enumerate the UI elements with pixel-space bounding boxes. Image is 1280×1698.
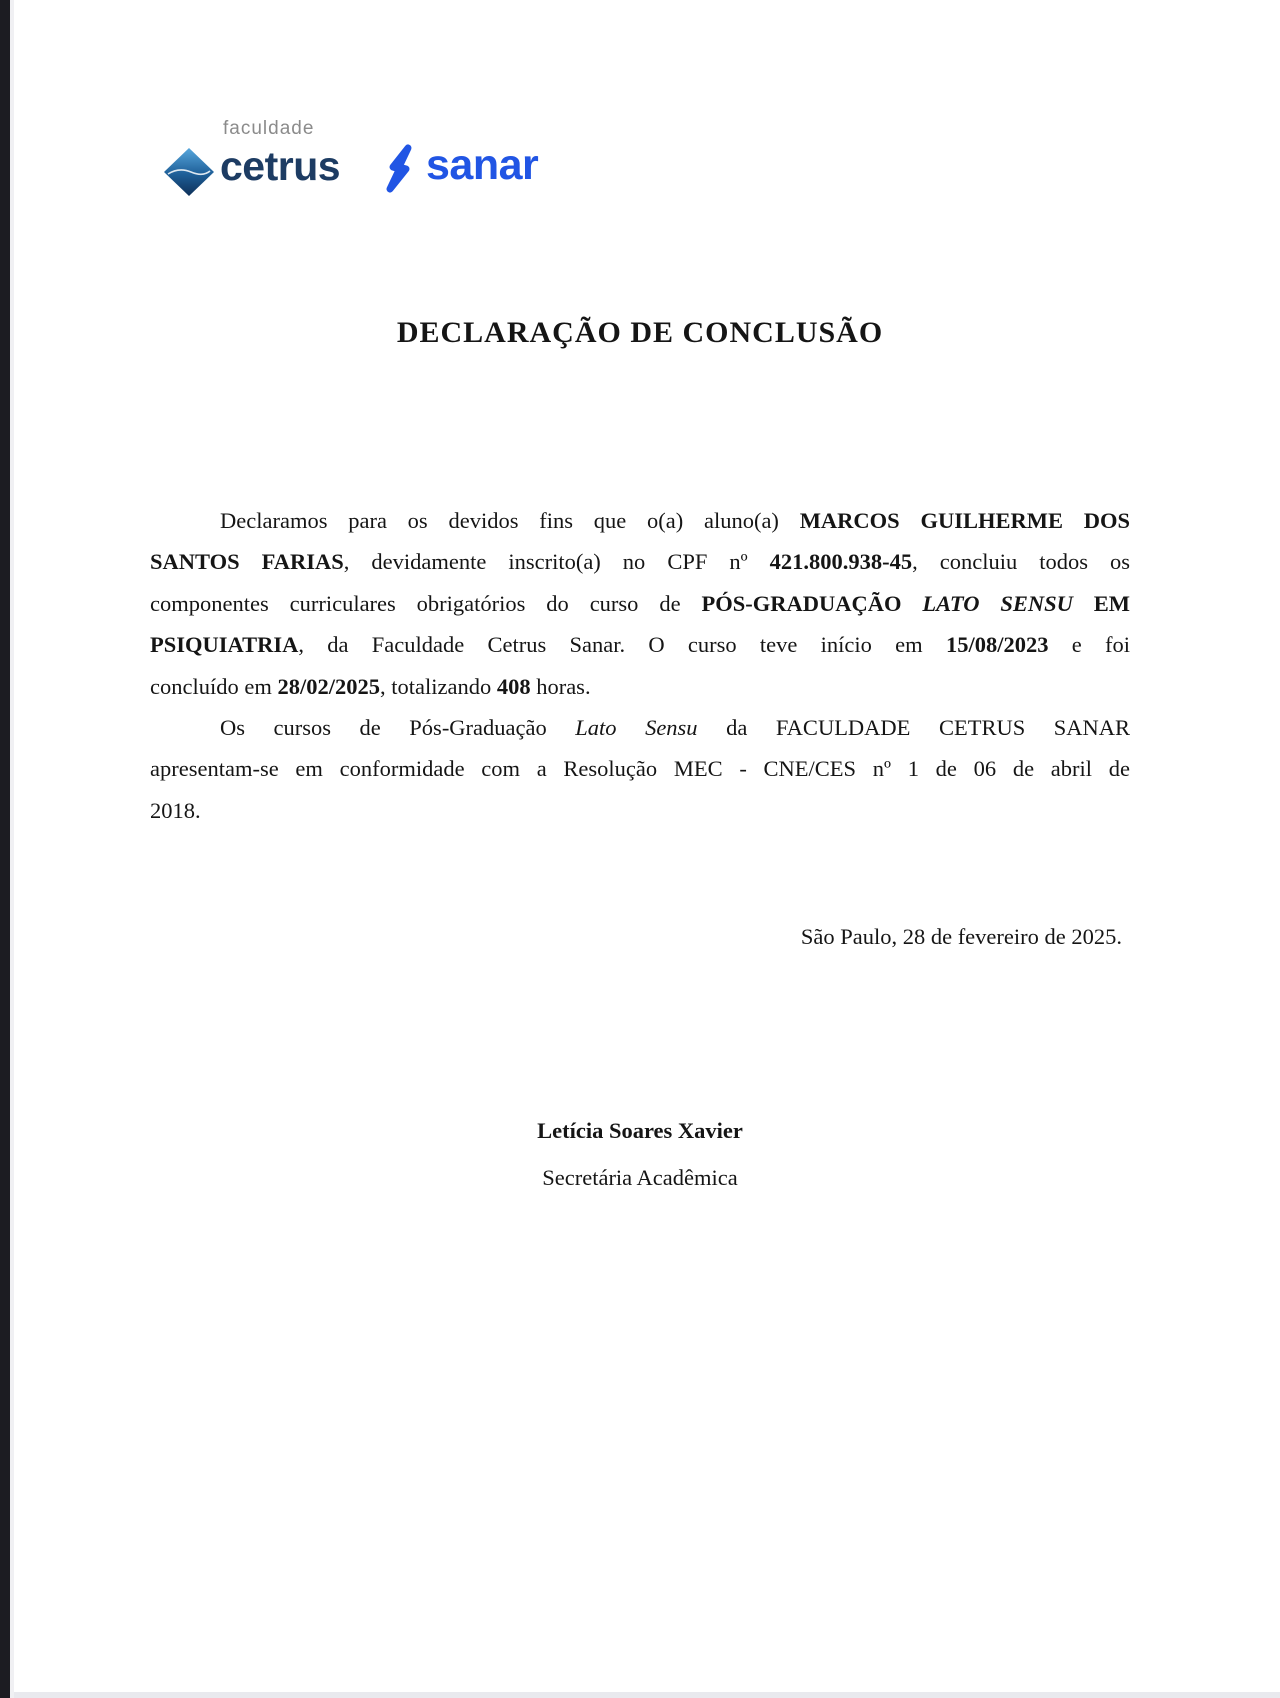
body-text-segment: Lato Sensu bbox=[575, 715, 698, 741]
body-text-segment: horas. bbox=[530, 673, 591, 699]
body-text-segment: 15/08/2023 bbox=[945, 632, 1049, 658]
body-text-segment: 421.800.938-45 bbox=[769, 549, 913, 575]
body-text-segment: , concluiu todos os bbox=[912, 549, 1131, 575]
body-text-segment: apresentam-se em conformidade com a Resolução MEC - CNE/CES nº 1 de 06 de abril de bbox=[150, 756, 1130, 782]
signature-role: Secretária Acadêmica bbox=[542, 1165, 738, 1190]
body-line bbox=[150, 707, 1130, 748]
body-line bbox=[150, 583, 1130, 624]
body-text-segment: e foi bbox=[1048, 632, 1130, 658]
signature-name: Letícia Soares Xavier bbox=[537, 1118, 743, 1143]
body-text-segment: 408 bbox=[496, 673, 531, 699]
sanar-s-bolt-icon bbox=[380, 143, 418, 200]
body-line bbox=[150, 500, 1130, 541]
date-line: São Paulo, 28 de fevereiro de 2025. bbox=[800, 924, 1122, 949]
document-body bbox=[150, 500, 1130, 831]
signature-block bbox=[0, 1118, 1280, 1191]
body-text-segment: 2018. bbox=[150, 797, 201, 823]
body-line bbox=[150, 748, 1130, 789]
body-line bbox=[150, 666, 1130, 707]
body-text-segment: LATO SENSU bbox=[922, 590, 1073, 616]
body-text-segment: , da Faculdade Cetrus Sanar. O curso teve início em bbox=[298, 632, 946, 658]
body-line bbox=[150, 541, 1130, 582]
photo-edge-left-line bbox=[10, 0, 14, 1698]
cetrus-diamond-icon bbox=[163, 147, 215, 202]
photo-edge-left-strip bbox=[0, 0, 10, 1698]
body-text-segment: SANTOS FARIAS bbox=[150, 549, 344, 575]
photo-edge-bottom-strip bbox=[14, 1692, 1280, 1698]
faculdade-label: faculdade bbox=[223, 118, 315, 139]
body-text-segment: MARCOS GUILHERME DOS bbox=[799, 508, 1130, 533]
body-text-segment: PSIQUIATRIA bbox=[150, 632, 299, 658]
body-line bbox=[150, 790, 1130, 831]
body-line bbox=[150, 624, 1130, 665]
body-text-segment: 28/02/2025 bbox=[277, 673, 380, 699]
document-title: DECLARAÇÃO DE CONCLUSÃO bbox=[396, 316, 884, 349]
body-text-segment: , totalizando bbox=[379, 673, 497, 699]
body-text-segment: componentes curriculares obrigatórios do curso de bbox=[150, 590, 702, 616]
sanar-wordmark: sanar bbox=[426, 141, 539, 189]
body-text-segment: Os cursos de Pós-Graduação bbox=[220, 715, 576, 741]
body-text-segment: EM bbox=[1072, 590, 1131, 616]
cetrus-wordmark: cetrus bbox=[220, 143, 341, 189]
body-text-segment: Declaramos para os devidos fins que o(a) aluno(a) bbox=[220, 508, 800, 533]
body-text-segment: concluído em bbox=[150, 673, 278, 699]
body-text-segment: da FACULDADE CETRUS SANAR bbox=[697, 715, 1130, 741]
body-text-segment: PÓS-GRADUAÇÃO bbox=[701, 590, 923, 616]
body-text-segment: , devidamente inscrito(a) no CPF nº bbox=[343, 549, 770, 575]
